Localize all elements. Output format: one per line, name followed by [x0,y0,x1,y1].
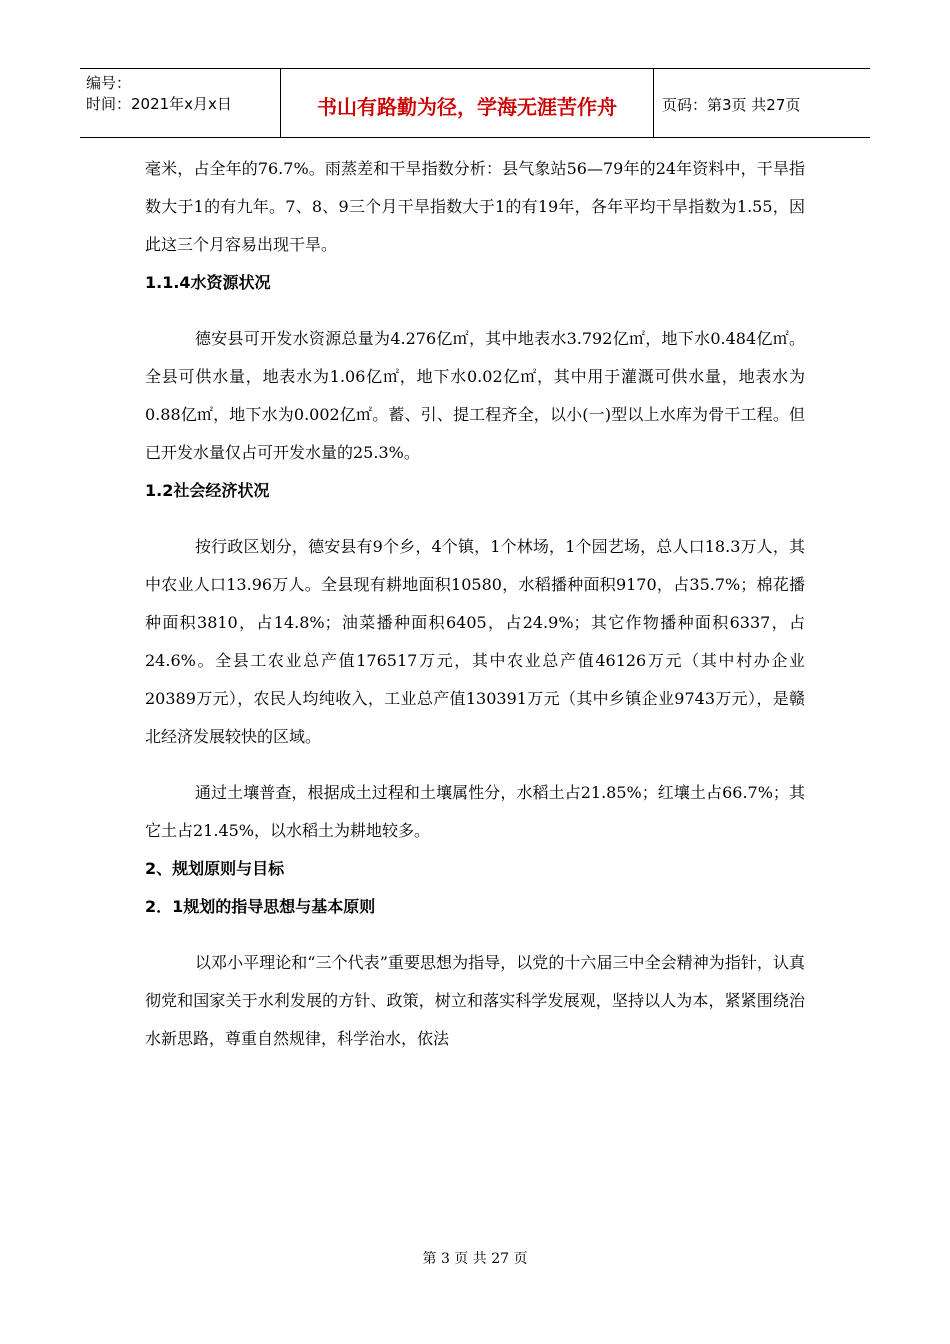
paragraph-rainfall: 毫米，占全年的76.7%。雨蒸差和干旱指数分析：县气象站56—79年的24年资料中，干旱指数大于1的有九年。7、8、9三个月干旱指数大于1的有19年，各年平均干旱指数为1.55，因此这三个月容易出现干旱。 [145,159,805,254]
section-heading-water-resources: 1.1.4水资源状况 [145,273,271,292]
header-page-info: 页码：第3页 共27页 [662,95,801,114]
date-line: 时间：2021年x月x日 [86,95,232,113]
section-heading-socioeconomic: 1.2社会经济状况 [145,481,270,500]
paragraph-soil: 通过土壤普查，根据成土过程和土壤属性分，水稻土占21.85%；红壤土占66.7%；其它土占21.45%，以水稻土为耕地较多。 [145,783,805,840]
document-body [145,150,805,1058]
header-meta [80,69,281,137]
section-heading-guiding-ideas: 2．1规划的指导思想与基本原则 [145,897,376,916]
page-header [80,68,870,138]
number-label: 编号： [86,74,132,92]
paragraph-socioeconomic: 按行政区划分，德安县有9个乡，4个镇，1个林场，1个园艺场，总人口18.3万人，其中农业人口13.96万人。全县现有耕地面积10580，水稻播种面积9170，占35.7%；棉花播种面积3810，占14.8%；油菜播种面积6405，占24.9%；其它作物播种面积6337，占24.6%。全县工农业总产值176517万元，其中农业总产值46126万元（其中村办企业20389万元），农民人均纯收入，工业总产值130391万元（其中乡镇企业9743万元），是赣北经济发展较快的区域。 [145,537,805,746]
section-heading-principles: 2、规划原则与目标 [145,859,285,878]
header-motto: 书山有路勤为径，学海无涯苦作舟 [281,69,654,137]
paragraph-guiding-ideas: 以邓小平理论和“三个代表”重要思想为指导，以党的十六届三中全会精神为指针，认真彻党和国家关于水利发展的方针、政策，树立和落实科学发展观，坚持以人为本，紧紧围绕治水新思路，尊重自然规律，科学治水，依法 [145,953,805,1048]
page-footer: 第 3 页 共 27 页 [422,1251,528,1267]
paragraph-water-resources: 德安县可开发水资源总量为4.276亿㎡，其中地表水3.792亿㎡，地下水0.484亿㎡。全县可供水量，地表水为1.06亿㎡，地下水0.02亿㎡，其中用于灌溉可供水量，地表水为0.88亿㎡，地下水为0.002亿㎡。蓄、引、提工程齐全，以小(一)型以上水库为骨干工程。但已开发水量仅占可开发水量的25.3%。 [145,329,805,462]
